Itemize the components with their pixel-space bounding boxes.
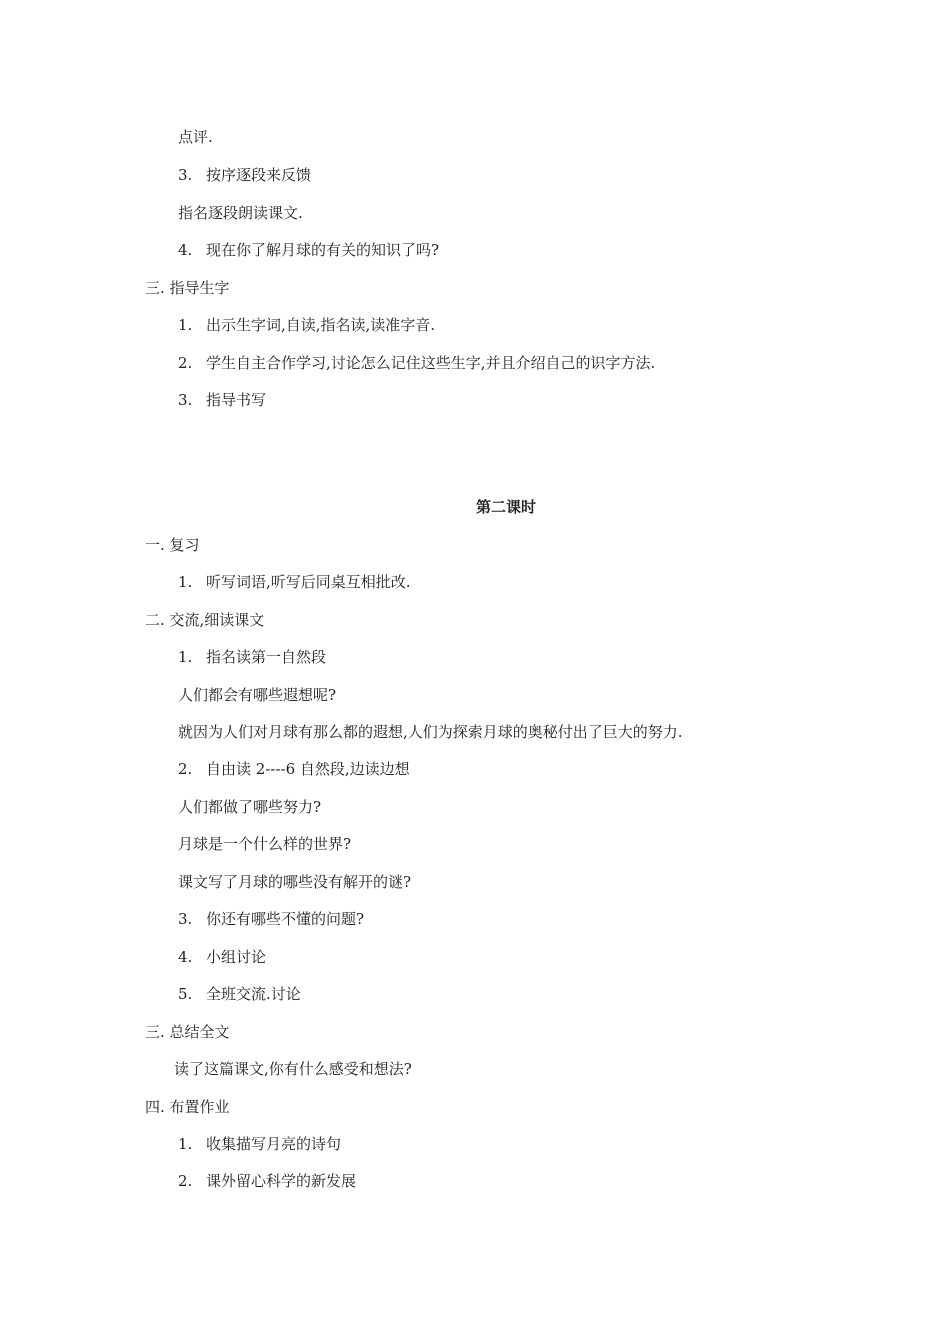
section-heading: 三. 总结全文 [145,1023,230,1041]
item-text: 指名读第一自然段 [206,648,327,666]
list-item [178,909,364,929]
list-item [178,647,326,667]
item-text: 出示生字词,自读,指名读,读准字音. [206,316,436,334]
list-item [178,353,655,373]
list-item [178,390,266,410]
lesson-title: 第二课时 [475,498,536,516]
item-number: 3. [178,910,193,928]
item-number: 5. [178,985,193,1003]
text-line: 月球是一个什么样的世界? [178,835,352,853]
item-number: 4. [178,948,193,966]
list-item [178,165,311,185]
item-text: 自由读 2----6 自然段,边读边想 [206,760,410,778]
text-line: 就因为人们对月球有那么都的遐想,人们为探索月球的奥秘付出了巨大的努力. [178,723,683,741]
item-number: 3. [178,166,193,184]
text-line: 课文写了月球的哪些没有解开的谜? [178,873,412,891]
item-text: 指导书写 [206,391,267,409]
text-line: 点评. [178,128,213,146]
section-heading: 二. 交流,细读课文 [145,611,265,629]
section-heading: 一. 复习 [145,536,200,554]
list-item [178,240,439,260]
item-number: 2. [178,1172,193,1190]
list-item [178,947,266,967]
list-item [178,1171,356,1191]
item-text: 学生自主合作学习,讨论怎么记住这些生字,并且介绍自己的识字方法. [206,354,656,372]
text-line: 人们都做了哪些努力? [178,798,322,816]
text-line: 指名逐段朗读课文. [178,204,303,222]
item-text: 收集描写月亮的诗句 [206,1135,342,1153]
item-number: 1. [178,1135,193,1153]
item-number: 2. [178,760,193,778]
item-number: 1. [178,573,193,591]
section-heading: 四. 布置作业 [145,1098,230,1116]
item-text: 小组讨论 [206,948,267,966]
item-text: 现在你了解月球的有关的知识了吗? [206,241,440,259]
item-number: 3. [178,391,193,409]
item-number: 1. [178,316,193,334]
item-text: 全班交流.讨论 [206,985,301,1003]
list-item [178,315,435,335]
list-item [178,759,410,779]
list-item [178,1134,341,1154]
item-number: 4. [178,241,193,259]
list-item [178,572,411,592]
list-item [178,984,301,1004]
item-text: 你还有哪些不懂的问题? [206,910,365,928]
section-heading: 三. 指导生字 [145,279,230,297]
item-number: 1. [178,648,193,666]
item-number: 2. [178,354,193,372]
text-line: 人们都会有哪些遐想呢? [178,686,337,704]
text-line: 读了这篇课文,你有什么感受和想法? [174,1060,412,1078]
item-text: 课外留心科学的新发展 [206,1172,357,1190]
item-text: 听写词语,听写后同桌互相批改. [206,573,411,591]
item-text: 按序逐段来反馈 [206,166,312,184]
